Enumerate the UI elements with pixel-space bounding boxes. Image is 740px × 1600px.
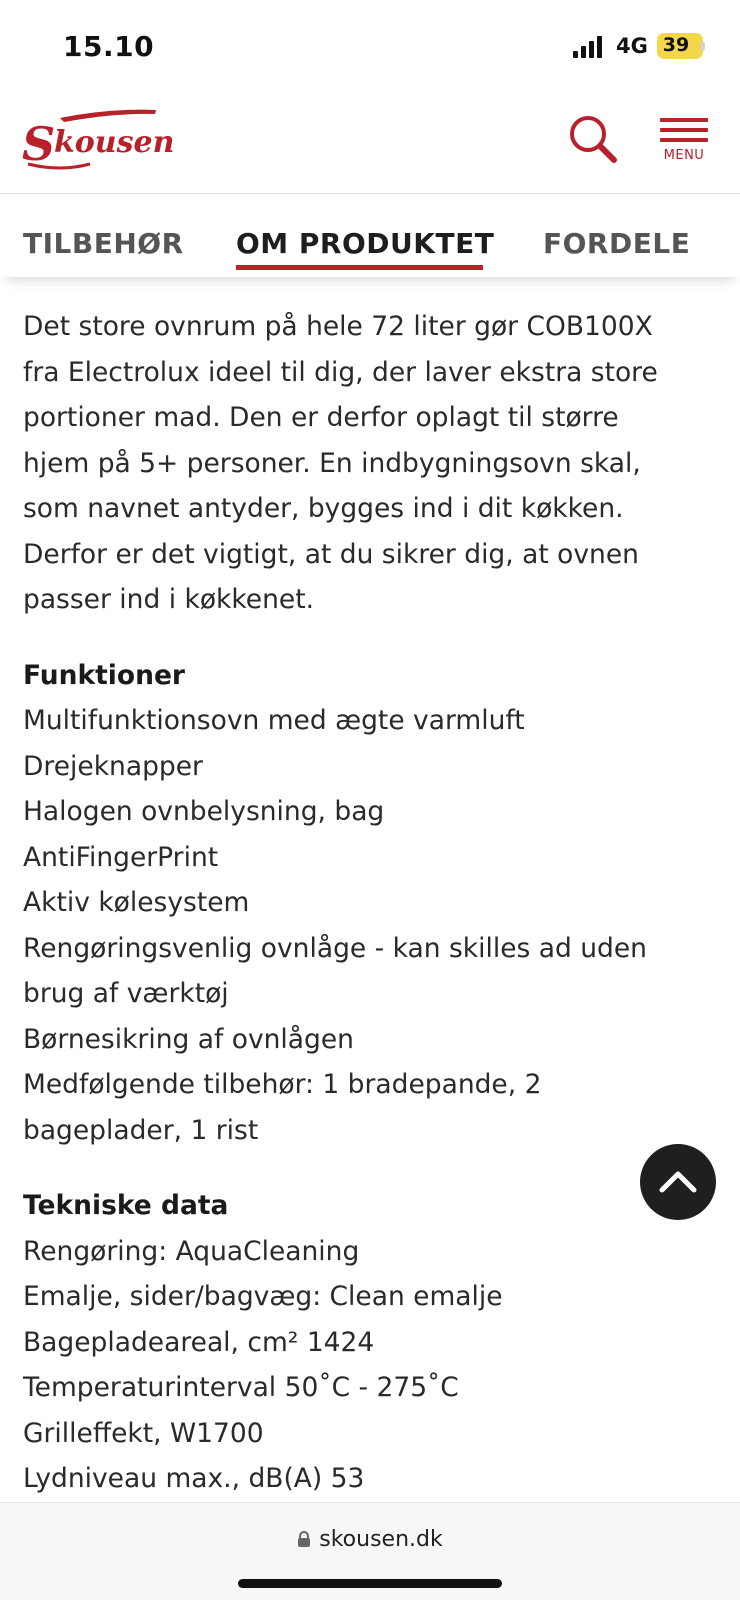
- feature-item: Børnesikring af ovnlågen: [23, 1023, 354, 1055]
- battery-icon: [657, 33, 703, 59]
- intro-paragraph: [23, 304, 723, 623]
- feature-item: Medfølgende tilbehør: 1 bradepande, 2: [23, 1069, 542, 1100]
- svg-text:kousen: kousen: [54, 125, 175, 160]
- feature-item: Multifunktionsovn med ægte varmluft: [23, 705, 525, 736]
- search-icon: [568, 114, 620, 166]
- intro-line: fra Electrolux ideel til dig, der laver ekstra store: [23, 356, 658, 388]
- spec-item: Lydniveau max., dB(A) 53: [23, 1463, 365, 1494]
- svg-text:S: S: [22, 117, 56, 171]
- url-text: skousen.dk: [319, 1527, 443, 1552]
- intro-line: portioner mad. Den er derfor oplagt til større: [23, 402, 619, 433]
- battery-cap: [701, 41, 705, 51]
- feature-item: Drejeknapper: [23, 750, 203, 782]
- feature-item: brug af værktøj: [23, 978, 229, 1009]
- scroll-to-top-button[interactable]: [640, 1144, 716, 1220]
- feature-item: Halogen ovnbelysning, bag: [23, 796, 385, 827]
- search-button[interactable]: [568, 114, 620, 166]
- feature-item: bageplader, 1 rist: [23, 1114, 259, 1146]
- spec-item: Temperaturinterval 50˚C - 275˚C: [23, 1372, 459, 1403]
- network-type: 4G: [616, 34, 648, 58]
- address-bar[interactable]: [0, 1527, 740, 1552]
- tab-fordele[interactable]: FORDELE: [543, 227, 691, 260]
- site-header: [0, 92, 740, 194]
- hamburger-icon-bar: [660, 128, 708, 132]
- hamburger-icon: [660, 118, 708, 122]
- chevron-up-icon: [658, 1164, 698, 1200]
- status-time: 15.10: [63, 30, 155, 63]
- intro-line: Derfor er det vigtigt, at du sikrer dig, at ovnen: [23, 538, 639, 570]
- spec-item: Grilleffekt, W1700: [23, 1417, 264, 1449]
- battery-level: 39: [662, 34, 690, 56]
- home-indicator[interactable]: [238, 1579, 502, 1588]
- tekniske-data-section: [23, 1183, 723, 1502]
- menu-label: MENU: [663, 148, 705, 163]
- intro-line: Det store ovnrum på hele 72 liter gør COB100X: [23, 311, 653, 342]
- intro-line: passer ind i køkkenet.: [23, 584, 315, 615]
- skousen-logo[interactable]: [20, 106, 175, 172]
- browser-bottom-bar: [0, 1502, 740, 1600]
- spec-item: Rengøring: AquaCleaning: [23, 1235, 360, 1267]
- feature-item: AntiFingerPrint: [23, 841, 219, 873]
- hamburger-icon-bar: [660, 138, 708, 142]
- tekniske-data-heading: Tekniske data: [23, 1190, 229, 1221]
- funktioner-heading: Funktioner: [23, 659, 186, 691]
- feature-item: Rengøringsvenlig ovnlåge - kan skilles ad uden: [23, 932, 647, 964]
- product-description: [23, 304, 723, 1532]
- spec-item: Emalje, sider/bagvæg: Clean emalje: [23, 1281, 503, 1312]
- lock-icon: [297, 1531, 311, 1547]
- active-tab-indicator: [236, 265, 483, 270]
- tab-tilbehor[interactable]: TILBEHØR: [23, 227, 184, 260]
- menu-button[interactable]: [660, 118, 708, 170]
- signal-icon: [573, 36, 605, 58]
- intro-line: som navnet antyder, bygges ind i dit køkken.: [23, 493, 624, 524]
- status-bar: [0, 0, 740, 92]
- feature-item: Aktiv kølesystem: [23, 887, 250, 918]
- funktioner-section: [23, 653, 723, 1154]
- product-tabs: [0, 195, 740, 277]
- spec-item: Bagepladeareal, cm² 1424: [23, 1326, 375, 1358]
- tab-om-produktet[interactable]: OM PRODUKTET: [236, 227, 495, 260]
- intro-line: hjem på 5+ personer. En indbygningsovn skal,: [23, 447, 641, 479]
